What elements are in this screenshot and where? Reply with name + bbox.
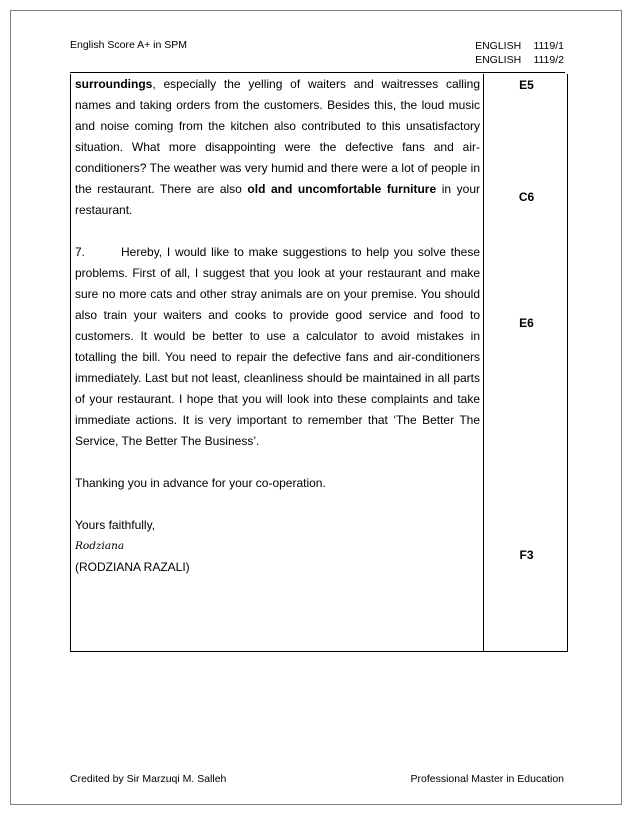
paragraph-6 — [75, 74, 480, 221]
header-code: 1119/2 — [533, 54, 564, 66]
mark-label: E5 — [519, 78, 534, 92]
header-subject: ENGLISH — [475, 54, 522, 66]
closing-line: Thanking you in advance for your co-operation. — [75, 476, 326, 490]
header-subject: ENGLISH — [475, 40, 522, 52]
mark-label: C6 — [518, 190, 535, 204]
bold-phrase: surroundings — [75, 77, 153, 91]
writer-name: (RODZIANA RAZALI) — [75, 560, 190, 574]
paragraph-7 — [75, 242, 480, 452]
letter-body — [75, 74, 480, 578]
header-title: English Score A+ in SPM — [70, 39, 188, 51]
mark-label: F3 — [519, 548, 534, 562]
paragraph-text: Hereby, I would like to make suggestions to help you solve these problems. First of all, I suggest that you look at your restaurant and make sure no more cats and other stray animals are on your premise. You should also train your waiters and cooks to provide good service and food to customers. It would be better to use a calculator to avoid mistakes in totalling the bill. You need to repair the defective fans and air-conditioners immediately. Last but not least, cleanliness should be maintained in all parts of your restaurant. I hope that you will look into these complaints and take immediate actions. It is very important to remember that ‘The Better The Service, The Better The Business’. — [75, 245, 480, 448]
signoff: Yours faithfully, — [75, 518, 156, 532]
footer-credit: Credited by Sir Marzuqi M. Salleh — [70, 773, 227, 785]
header-rule — [70, 72, 565, 73]
paragraph-text: in your restaurant. — [75, 182, 480, 217]
paragraph-text: , especially the yelling of waiters and waitresses calling names and taking orders from the customers. Besides this, the loud music and noise coming from the kitchen also contributed to this unsatisfactory situation. What more disappointing were the defective fans and air-conditioners? The weather was very humid and there were a lot of people in the restaurant. There are also — [75, 77, 480, 196]
footer-tagline: Professional Master in Education — [410, 773, 564, 785]
header-paper-codes — [475, 39, 564, 67]
signature: Rodziana — [75, 540, 125, 552]
header-code-row — [475, 39, 564, 53]
mark-label: E6 — [519, 316, 534, 330]
bold-phrase: old and uncomfortable furniture — [247, 182, 437, 196]
column-divider — [483, 74, 484, 651]
header-code-row — [475, 53, 564, 67]
header-code: 1119/1 — [533, 40, 564, 52]
paragraph-number: 7. — [75, 245, 86, 259]
answer-table — [70, 74, 568, 652]
